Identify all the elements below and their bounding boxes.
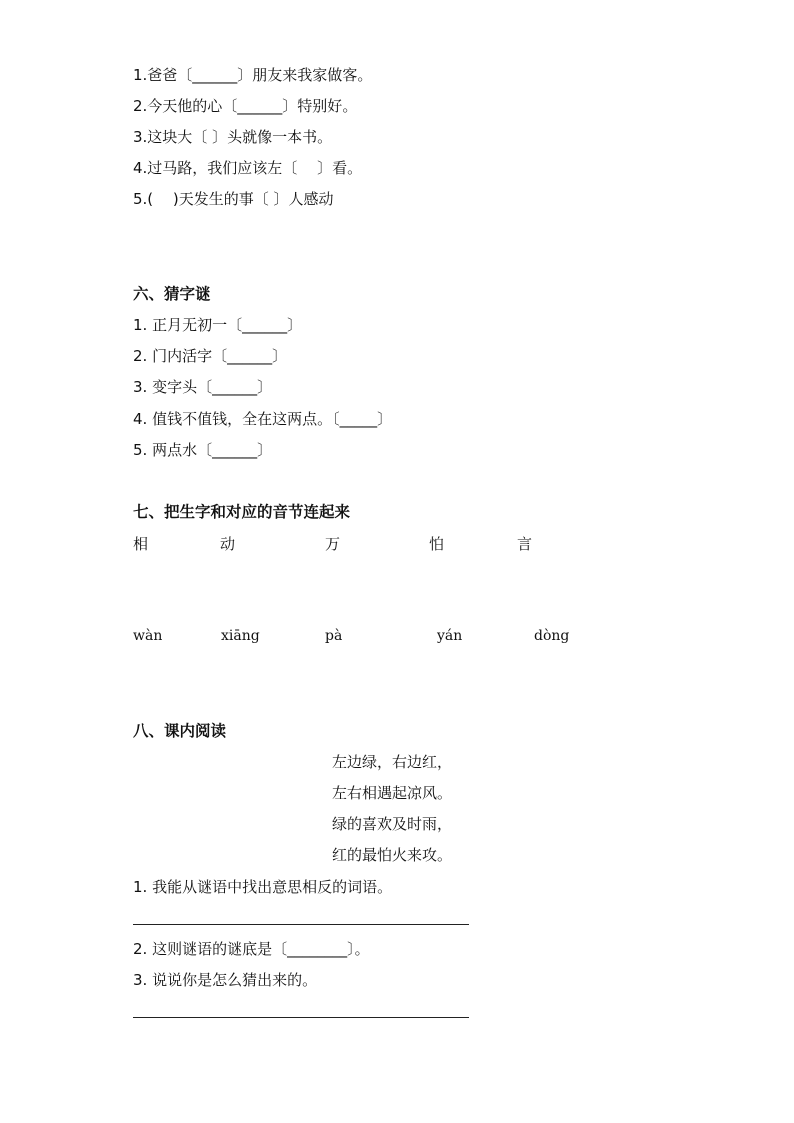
poem-line-2: 左右相遇起凉风。 — [332, 784, 453, 802]
pinyin-3: pà — [325, 628, 343, 644]
section-7-heading: 七、把生字和对应的音节连起来 — [133, 503, 351, 521]
character-2: 动 — [220, 535, 236, 553]
poem-line-3: 绿的喜欢及时雨， — [332, 815, 453, 833]
character-3: 万 — [325, 535, 341, 553]
riddle-item-5: 5. 两点水〔______〕 — [133, 441, 273, 459]
pinyin-5: dòng — [534, 628, 570, 644]
section-8-heading: 八、课内阅读 — [133, 722, 227, 740]
question-1: 1. 我能从谜语中找出意思相反的词语。 — [133, 878, 393, 896]
pinyin-row — [133, 628, 653, 650]
fill-item-1: 1.爸爸〔______〕朋友来我家做客。 — [133, 66, 373, 84]
fill-item-5: 5.( )天发生的事〔 〕人感动 — [133, 190, 334, 208]
poem-line-4: 红的最怕火来攻。 — [332, 846, 453, 864]
riddle-item-4: 4. 值钱不值钱，全在这两点。〔_____〕 — [133, 410, 393, 428]
answer-line-2[interactable] — [133, 1017, 469, 1018]
pinyin-4: yán — [437, 628, 463, 644]
question-3: 3. 说说你是怎么猜出来的。 — [133, 971, 318, 989]
character-row — [133, 533, 653, 555]
character-1: 相 — [133, 535, 149, 553]
fill-item-4: 4.过马路，我们应该左〔 〕看。 — [133, 159, 363, 177]
fill-item-2: 2.今天他的心〔______〕特别好。 — [133, 97, 358, 115]
riddle-item-2: 2. 门内活字〔______〕 — [133, 347, 288, 365]
riddle-item-1: 1. 正月无初一〔______〕 — [133, 316, 303, 334]
pinyin-2: xiāng — [221, 628, 260, 644]
character-4: 怕 — [429, 535, 445, 553]
poem-line-1: 左边绿，右边红， — [332, 753, 453, 771]
question-2: 2. 这则谜语的谜底是〔________〕。 — [133, 940, 370, 958]
character-5: 言 — [517, 535, 533, 553]
answer-line-1[interactable] — [133, 924, 469, 925]
riddle-item-3: 3. 变字头〔______〕 — [133, 378, 273, 396]
fill-item-3: 3.这块大〔 〕头就像一本书。 — [133, 128, 333, 146]
pinyin-1: wàn — [133, 628, 163, 644]
section-6-heading: 六、猜字谜 — [133, 285, 211, 303]
